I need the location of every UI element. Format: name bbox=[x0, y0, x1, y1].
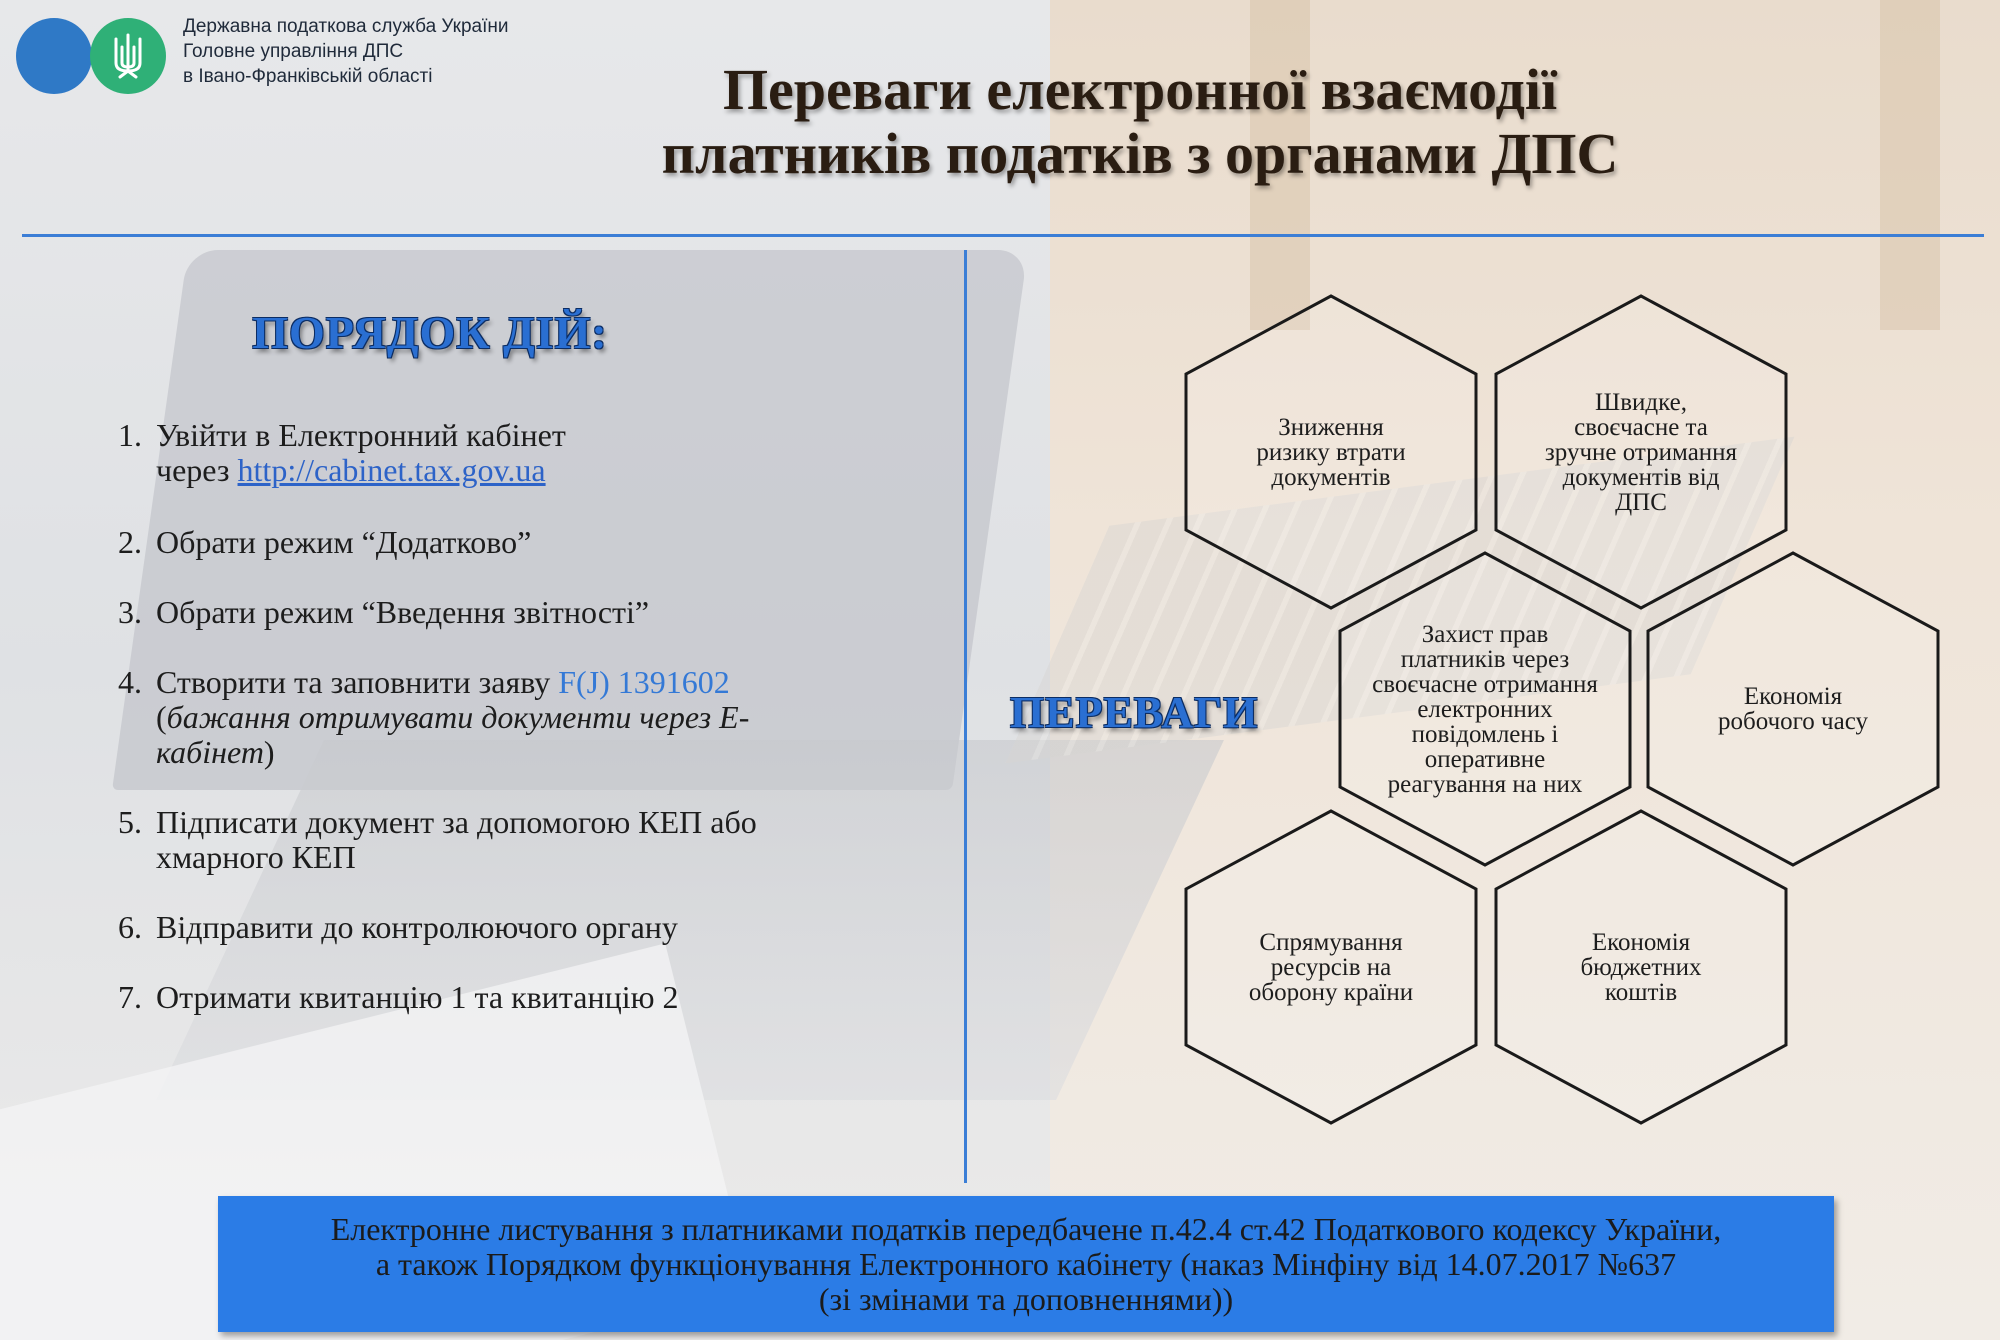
step-text: Увійти в Електронний кабінет bbox=[156, 417, 566, 453]
advantage-text: Зниження ризику втрати документів bbox=[1256, 413, 1406, 491]
legal-footer-banner bbox=[218, 1196, 1834, 1332]
list-item bbox=[118, 665, 918, 770]
list-item bbox=[118, 525, 918, 560]
org-line: в Івано-Франківській області bbox=[183, 66, 433, 87]
step-note: бажання отримувати документи через Е-кабінет bbox=[156, 699, 750, 770]
list-item bbox=[118, 418, 918, 488]
step-number: 4. bbox=[118, 664, 142, 700]
org-line: Головне управління ДПС bbox=[183, 41, 404, 62]
step-text: ) bbox=[263, 734, 275, 770]
horizontal-divider bbox=[22, 234, 1984, 237]
footer-line: а також Порядком функціонування Електронного кабінету (наказ Мінфіну від 14.07.2017 №637 bbox=[375, 1245, 1677, 1282]
footer-line: Електронне листування з платниками податків передбачене п.42.4 ст.42 Податкового кодексу України, bbox=[330, 1210, 1722, 1247]
step-number: 7. bbox=[118, 979, 142, 1015]
step-number: 6. bbox=[118, 909, 142, 945]
logos bbox=[16, 18, 166, 94]
list-item bbox=[118, 805, 918, 875]
steps-heading: ПОРЯДОК ДІЙ: bbox=[252, 307, 608, 358]
vertical-divider bbox=[964, 250, 967, 1183]
step-text: через bbox=[156, 452, 238, 488]
advantage-text: Швидке, своєчасне та зручне отримання документів від ДПС bbox=[1544, 388, 1738, 516]
advantage-hex bbox=[1186, 811, 1476, 1123]
step-text: Створити та заповнити заяву bbox=[156, 664, 559, 700]
advantage-text: Спрямування ресурсів на оборону країни bbox=[1248, 928, 1414, 1006]
form-code: F(J) 1391602 bbox=[558, 664, 730, 700]
org-line: Державна податкова служба України bbox=[183, 16, 509, 37]
page-title bbox=[540, 58, 1740, 186]
advantages-heading: ПЕРЕВАГИ bbox=[1010, 688, 1259, 737]
list-item bbox=[118, 595, 918, 630]
title-line: Переваги електронної взаємодії bbox=[722, 57, 1558, 122]
advantage-text: Економія робочого часу bbox=[1718, 683, 1868, 735]
organization-name bbox=[183, 14, 508, 89]
title-line: платників податків з органами ДПС bbox=[661, 121, 1619, 186]
step-number: 2. bbox=[118, 524, 142, 560]
step-number: 3. bbox=[118, 594, 142, 630]
advantage-text: Економія бюджетних коштів bbox=[1580, 928, 1702, 1006]
step-number: 1. bbox=[118, 417, 142, 453]
trident-emblem-icon bbox=[90, 18, 166, 94]
list-item bbox=[118, 910, 918, 945]
advantage-text: Захист прав платників через своєчасне отримання електронних повідомлень і оперативне реагування на них bbox=[1372, 620, 1598, 798]
dps-logo-blue bbox=[16, 18, 92, 94]
list-item bbox=[118, 980, 918, 1015]
step-text: ( bbox=[156, 699, 167, 735]
footer-line: (зі змінами та доповненнями)) bbox=[818, 1280, 1234, 1317]
step-text: Отримати квитанцію 1 та квитанцію 2 bbox=[156, 979, 679, 1015]
step-text: Підписати документ за допомогою КЕП або хмарного КЕП bbox=[156, 804, 757, 875]
advantage-hex bbox=[1496, 811, 1786, 1123]
step-text: Відправити до контролюючого органу bbox=[156, 909, 678, 945]
step-number: 5. bbox=[118, 804, 142, 840]
cabinet-link[interactable]: http://cabinet.tax.gov.ua bbox=[237, 452, 546, 488]
step-text: Обрати режим “Додатково” bbox=[156, 524, 532, 560]
step-text: Обрати режим “Введення звітності” bbox=[156, 594, 650, 630]
